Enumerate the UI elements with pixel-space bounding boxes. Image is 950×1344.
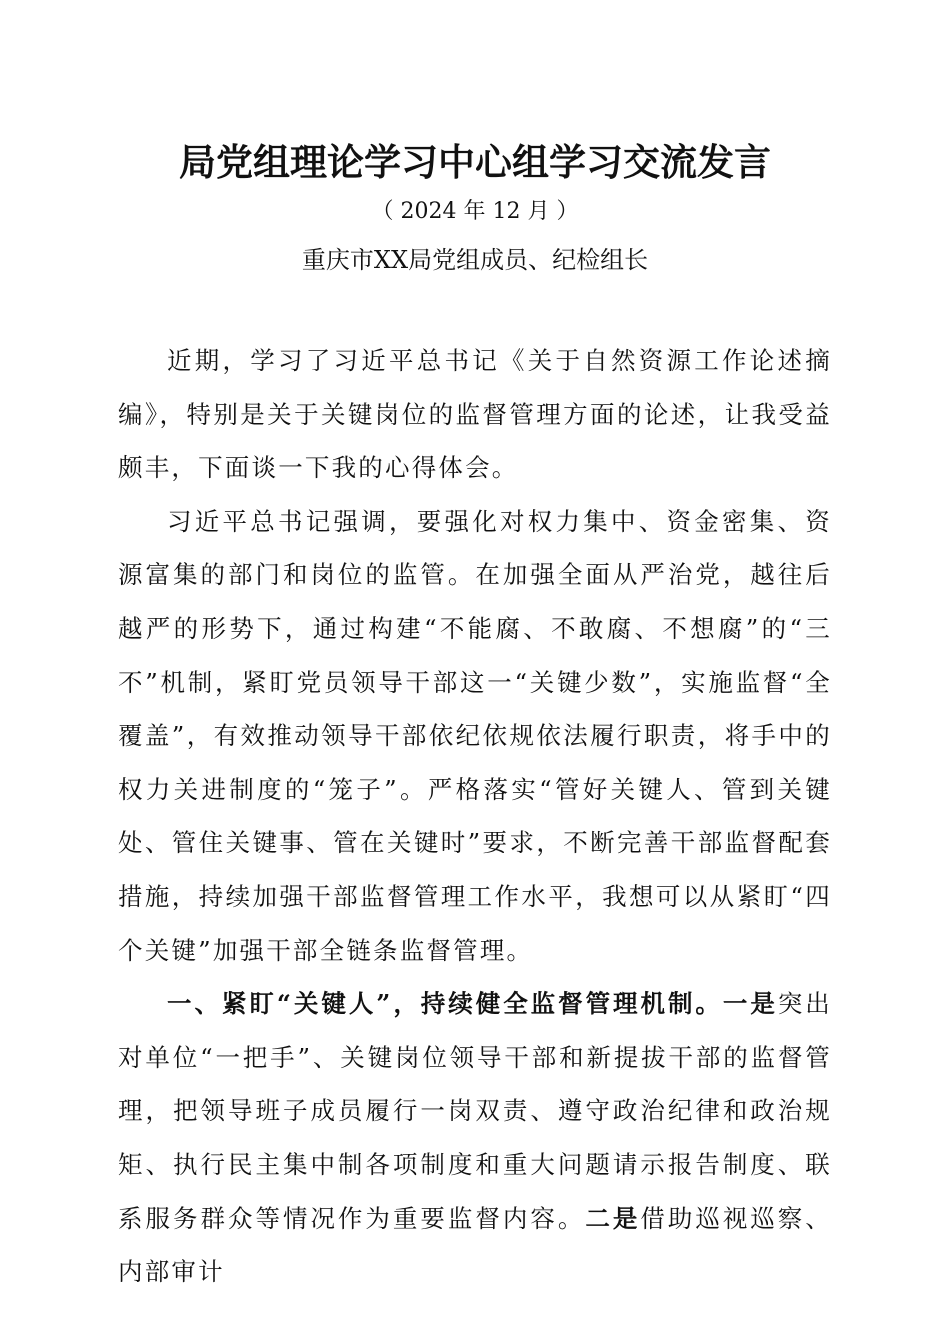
document-author: 重庆市XX局党组成员、纪检组长 bbox=[301, 246, 649, 274]
document-date: （ 2024 年 12 月 ） bbox=[371, 199, 579, 224]
item-text-one: 突出对单位“一把手”、关键岗位领导干部和新提拔干部的监督管理，把领导班子成员履行一岗双责、遵守政治纪律和政治规矩、执行民主集中制各项制度和重大问题请示报告制度、联系服务群众等情况作为重要监督内容。 bbox=[118, 989, 833, 1233]
item-text-two: 借助巡视巡察、内部审计 bbox=[118, 1203, 832, 1287]
paragraph-intro: 近期，学习了习近平总书记《关于自然资源工作论述摘编》，特别是关于关键岗位的监督管理方面的论述，让我受益颇丰，下面谈一下我的心得体会。 bbox=[118, 346, 832, 483]
document-title: 局党组理论学习中心组学习交流发言 bbox=[179, 140, 771, 184]
paragraph-main: 习近平总书记强调，要强化对权力集中、资金密集、资源富集的部门和岗位的监管。在加强全面从严治党，越往后越严的形势下，通过构建“不能腐、不敢腐、不想腐”的“三不”机制，紧盯党员领导干部这一“关键少数”，实施监督“全覆盖”，有效推动领导干部依纪依规依法履行职责，将手中的权力关进制度的“笼子”。严格落实“管好关键人、管到关键处、管住关键事、管在关键时”要求，不断完善干部监督配套措施，持续加强干部监督管理工作水平，我想可以从紧盯“四个关键”加强干部全链条监督管理。 bbox=[118, 506, 832, 965]
item-marker-one: 一是 bbox=[722, 989, 778, 1019]
item-marker-two: 二是 bbox=[585, 1203, 641, 1233]
section-heading: 一、紧盯“关键人”，持续健全监督管理机制。 bbox=[167, 989, 723, 1019]
document-body bbox=[118, 334, 832, 1299]
paragraph-section-one bbox=[118, 977, 832, 1299]
